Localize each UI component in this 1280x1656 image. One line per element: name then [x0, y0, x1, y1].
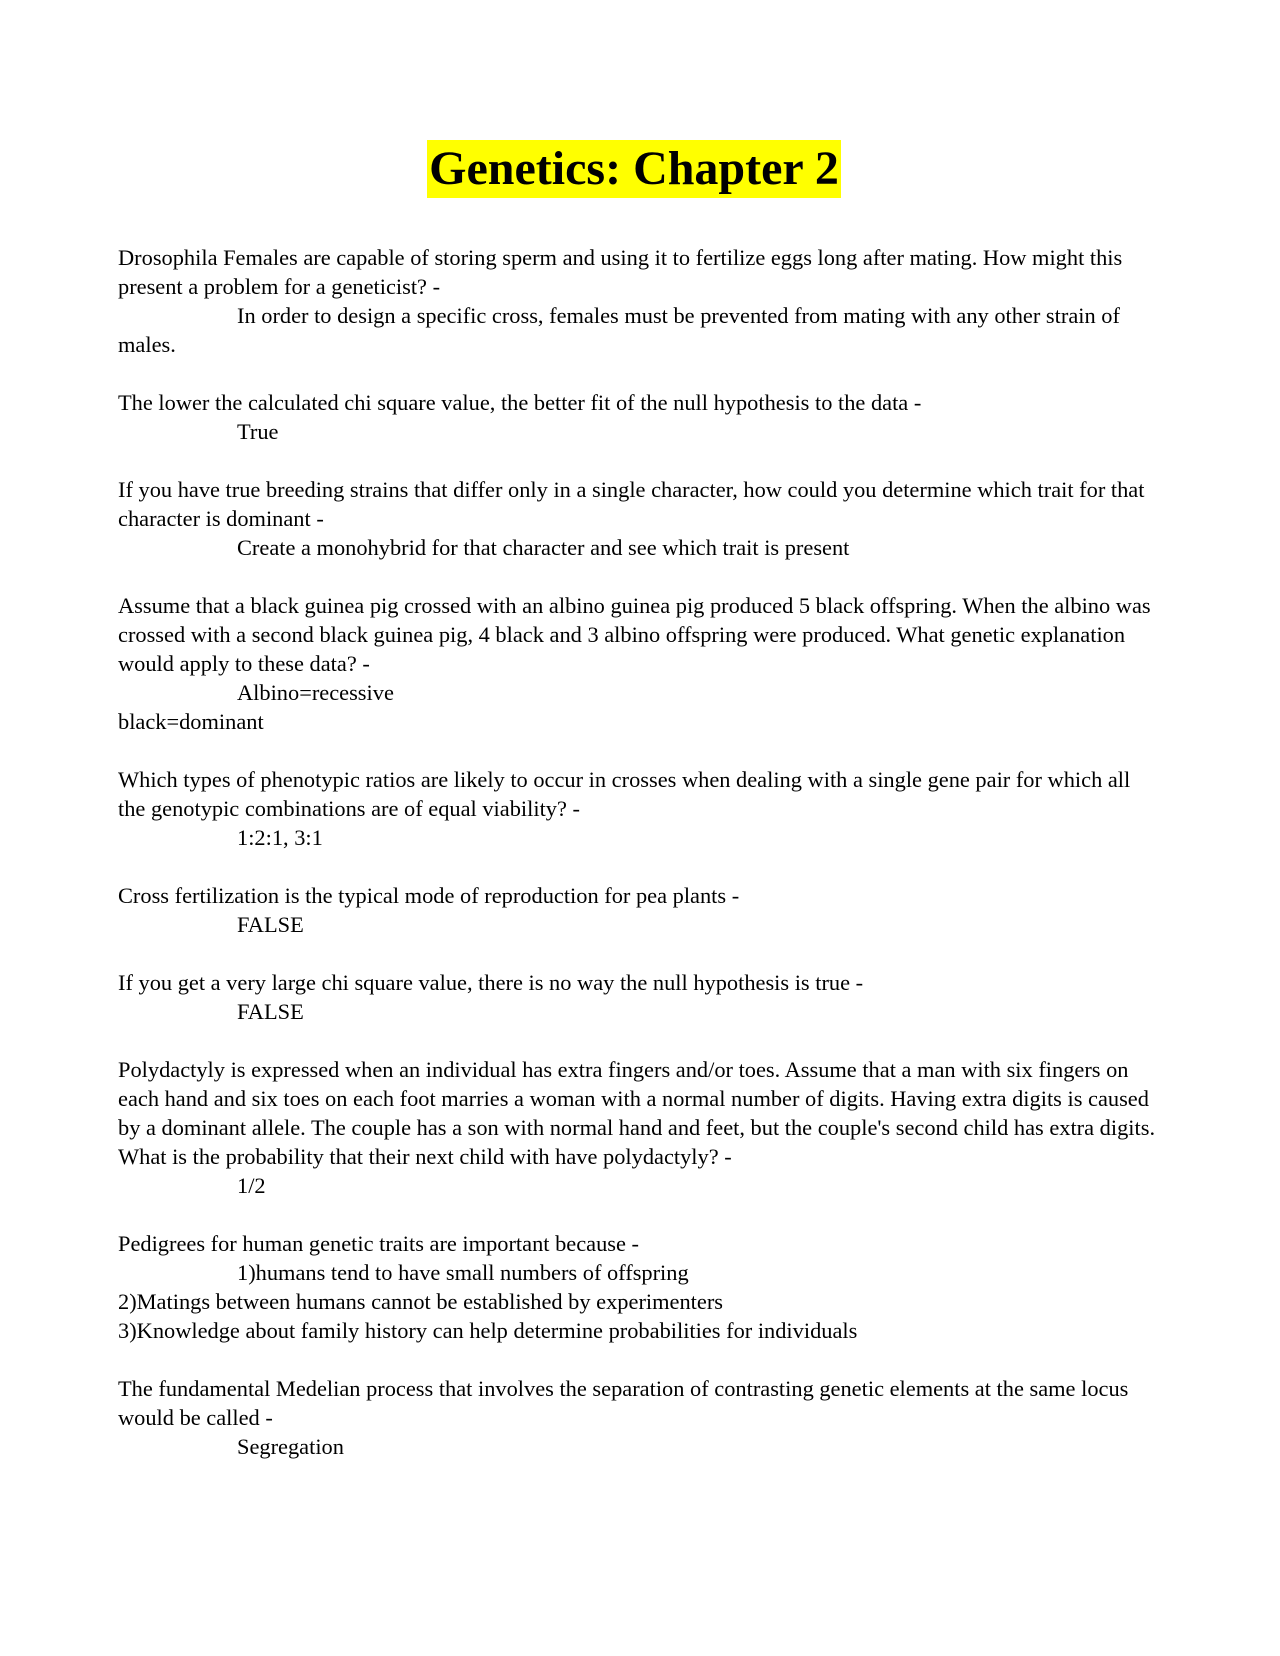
answer-text: Create a monohybrid for that character and see which trait is present: [237, 535, 850, 560]
answer-text: FALSE: [237, 912, 304, 937]
qa-item: [118, 968, 1158, 1026]
qa-item: [118, 243, 1158, 359]
question-text: The lower the calculated chi square value, the better fit of the null hypothesis to the data -: [118, 390, 922, 415]
question-text: If you have true breeding strains that differ only in a single character, how could you determine which trait for that character is dominant -: [118, 477, 1145, 531]
qa-item: [118, 1374, 1158, 1461]
question-text: If you get a very large chi square value, there is no way the null hypothesis is true -: [118, 970, 864, 995]
qa-item: [118, 765, 1158, 852]
answer-text: Albino=recessive: [237, 680, 394, 705]
question-text: Cross fertilization is the typical mode of reproduction for pea plants -: [118, 883, 740, 908]
answer-text: True: [237, 419, 279, 444]
qa-item: [118, 591, 1158, 736]
question-text: The fundamental Medelian process that involves the separation of contrasting genetic elements at the same locus would be called -: [118, 1376, 1129, 1430]
question-text: Polydactyly is expressed when an individual has extra fingers and/or toes. Assume that a man with six fingers on each hand and six toes on each foot marries a woman with a normal number of digits. Having extra digits is caused by a dominant allele. The couple has a son with normal hand and feet, but the couple's second child has extra digits. What is the probability that their next child with have polydactyly? -: [118, 1057, 1156, 1169]
title-container: [0, 140, 1280, 198]
question-text: Pedigrees for human genetic traits are important because -: [118, 1231, 639, 1256]
document-body: [118, 243, 1158, 1490]
answer-text: 1/2: [237, 1173, 266, 1198]
answer-continuation: black=dominant: [118, 709, 264, 734]
qa-item: [118, 475, 1158, 562]
question-text: Assume that a black guinea pig crossed with an albino guinea pig produced 5 black offspring. When the albino was crossed with a second black guinea pig, 4 black and 3 albino offspring were produced. What genetic explanation would apply to these data? -: [118, 593, 1151, 676]
qa-item: [118, 1055, 1158, 1200]
question-text: Which types of phenotypic ratios are likely to occur in crosses when dealing with a single gene pair for which all the genotypic combinations are of equal viability? -: [118, 767, 1131, 821]
qa-item: [118, 1229, 1158, 1345]
page-title: Genetics: Chapter 2: [427, 140, 841, 198]
answer-text: FALSE: [237, 999, 304, 1024]
qa-item: [118, 881, 1158, 939]
answer-text: In order to design a specific cross, females must be prevented from mating with any other strain of males.: [118, 303, 1120, 357]
answer-continuation: 2)Matings between humans cannot be established by experimenters: [118, 1289, 723, 1314]
answer-text: 1)humans tend to have small numbers of offspring: [237, 1260, 689, 1285]
answer-continuation: 3)Knowledge about family history can help determine probabilities for individuals: [118, 1318, 858, 1343]
answer-text: 1:2:1, 3:1: [237, 825, 323, 850]
answer-text: Segregation: [237, 1434, 344, 1459]
question-text: Drosophila Females are capable of storing sperm and using it to fertilize eggs long after mating. How might this present a problem for a geneticist? -: [118, 245, 1123, 299]
qa-item: [118, 388, 1158, 446]
